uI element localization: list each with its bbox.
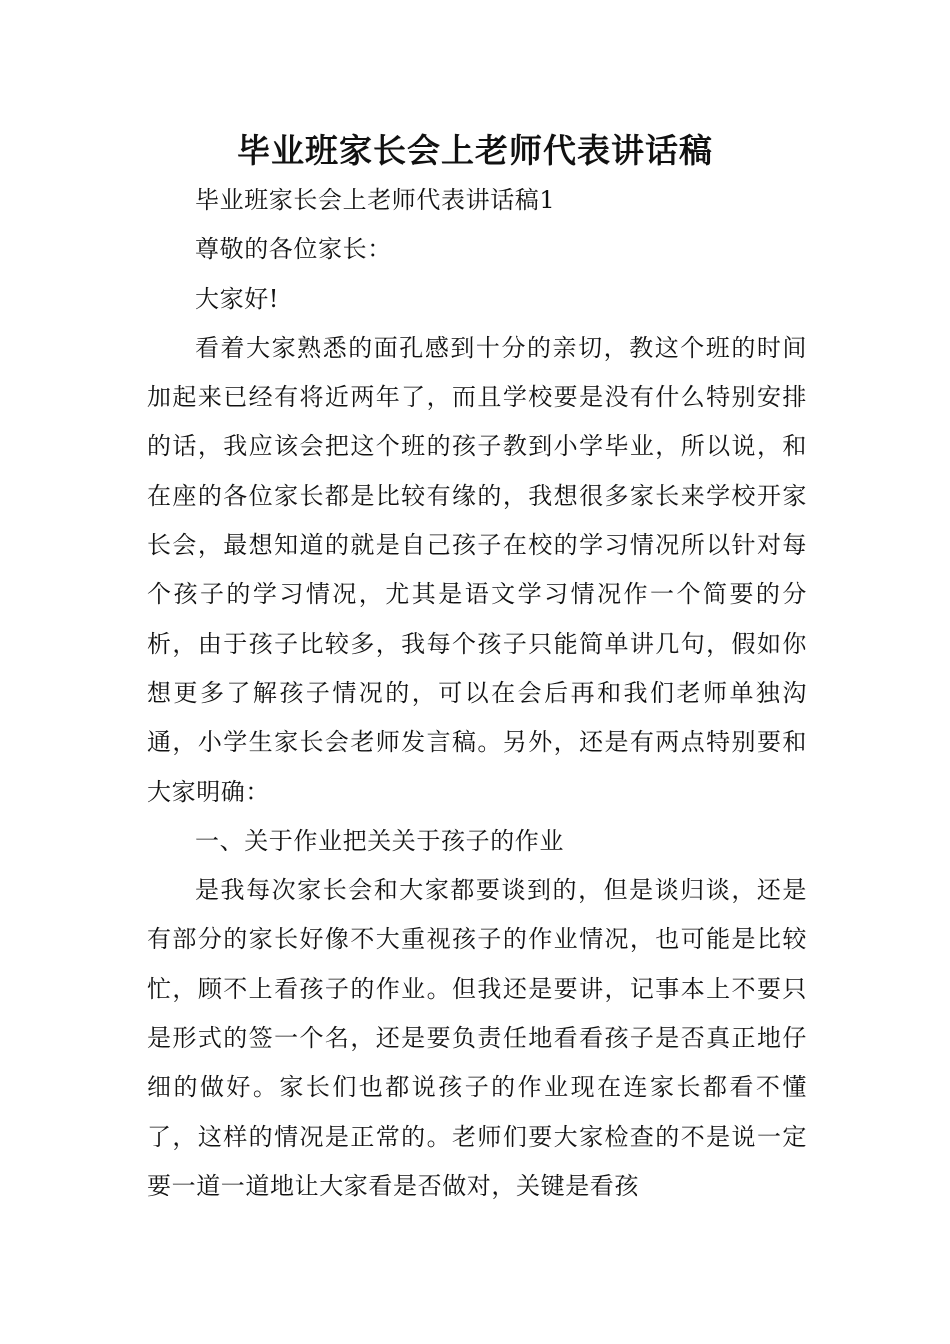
paragraph-subtitle: 毕业班家长会上老师代表讲话稿1 xyxy=(195,186,556,214)
paragraph-section-heading: 一、关于作业把关关于孩子的作业 xyxy=(195,826,564,855)
paragraph-homework: 是我每次家长会和大家都要谈到的，但是谈归谈，还是有部分的家长好像不大重视孩子的作业情况，也可能是比较忙，顾不上看孩子的作业。但我还是要讲，记事本上不要只是形式的签一个名，还是要负责任地看看孩子是否真正地仔细的做好。家长们也都说孩子的作业现在连家长都看不懂了，这样的情况是正常的。老师们要大家检查的不是说一定要一道一道地让大家看是否做对，关键是看孩 xyxy=(147,876,807,1200)
document-title: 毕业班家长会上老师代表讲话稿 xyxy=(237,131,713,170)
document-body xyxy=(147,176,807,1211)
paragraph-salutation: 尊敬的各位家长： xyxy=(195,235,392,264)
paragraph-greeting: 大家好! xyxy=(195,284,280,313)
paragraph-intro: 看着大家熟悉的面孔感到十分的亲切，教这个班的时间加起来已经有将近两年了，而且学校要是没有什么特别安排的话，我应该会把这个班的孩子教到小学毕业，所以说，和在座的各位家长都是比较有缘的，我想很多家长来学校开家长会，最想知道的就是自己孩子在校的学习情况所以针对每个孩子的学习情况，尤其是语文学习情况作一个简要的分析，由于孩子比较多，我每个孩子只能简单讲几句，假如你想更多了解孩子情况的，可以在会后再和我们老师单独沟通，小学生家长会老师发言稿。另外，还是有两点特别要和大家明确： xyxy=(147,333,807,806)
